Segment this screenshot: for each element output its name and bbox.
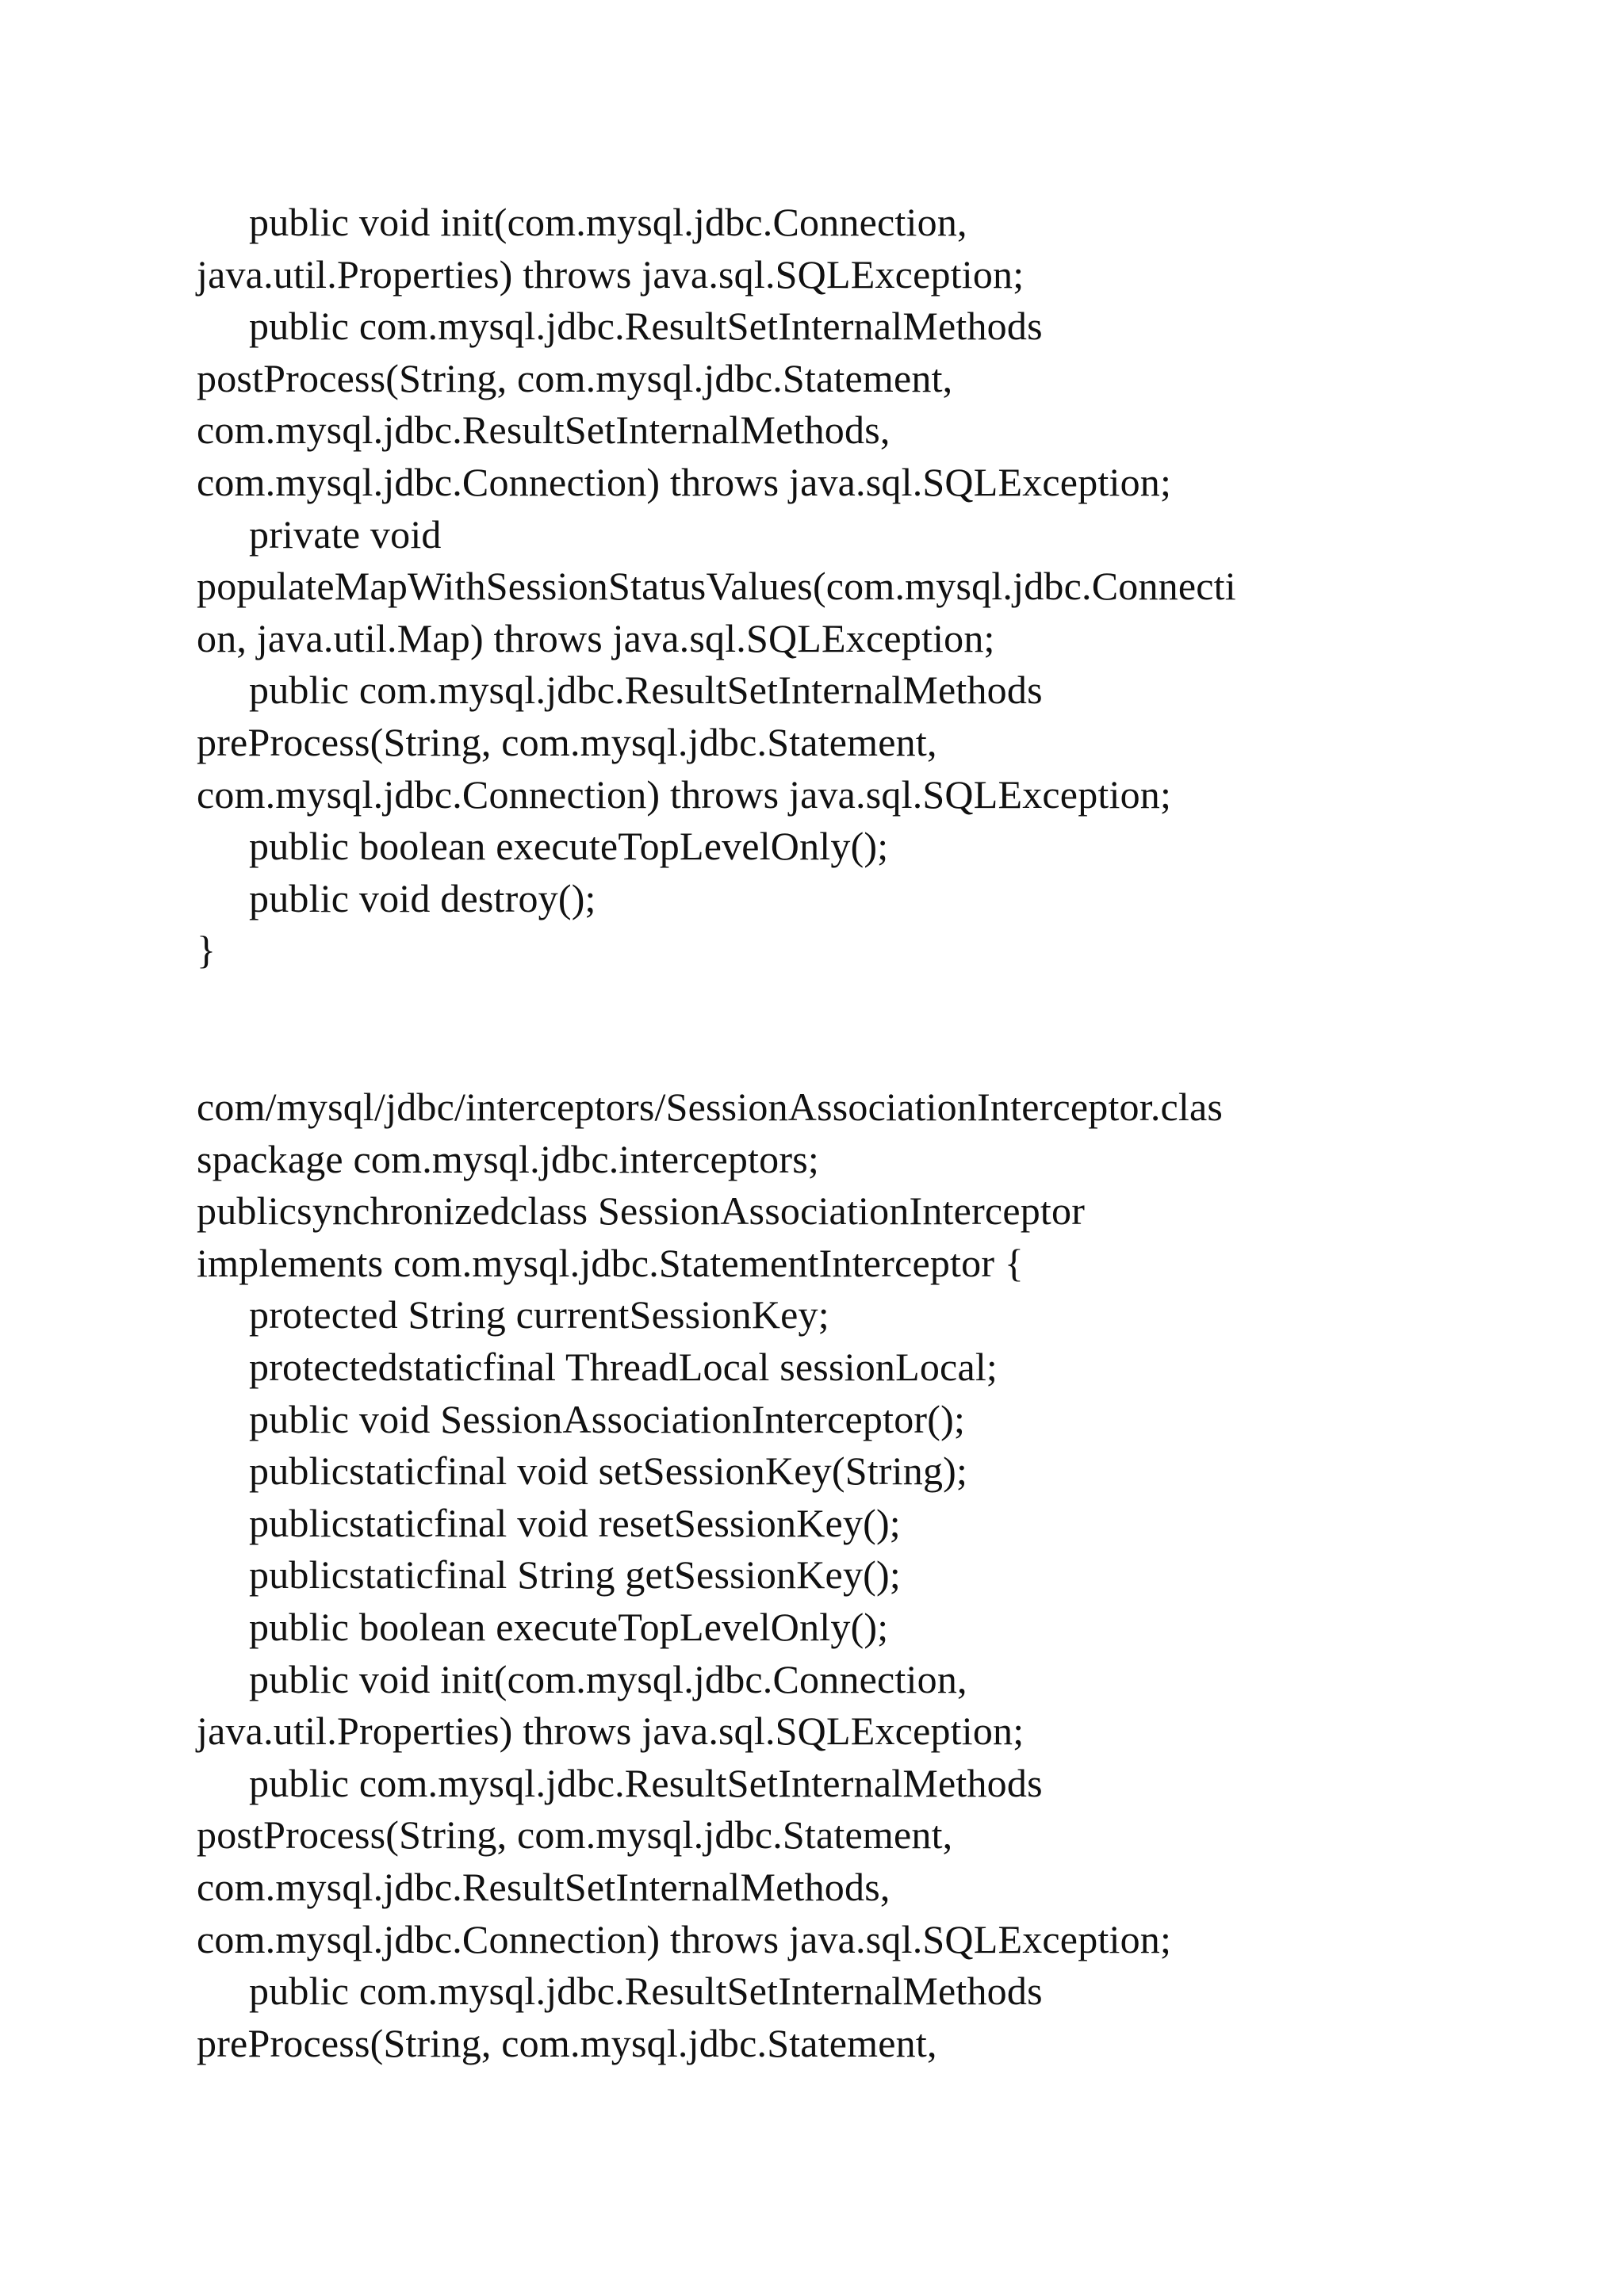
code-line: public com.mysql.jdbc.ResultSetInternalMethods xyxy=(249,1969,1043,2014)
code-line: java.util.Properties) throws java.sql.SQLException; xyxy=(197,251,1025,297)
code-line: protected String currentSessionKey; xyxy=(249,1292,829,1337)
code-line: publicstaticfinal void resetSessionKey(); xyxy=(249,1500,901,1545)
code-line: java.util.Properties) throws java.sql.SQLException; xyxy=(197,1709,1025,1754)
code-line: on, java.util.Map) throws java.sql.SQLException; xyxy=(197,615,995,660)
code-line: public com.mysql.jdbc.ResultSetInternalMethods xyxy=(249,668,1043,713)
code-line: public void SessionAssociationInterceptor(); xyxy=(249,1396,966,1441)
code-line: public void init(com.mysql.jdbc.Connection, xyxy=(249,1656,967,1701)
code-line: public com.mysql.jdbc.ResultSetInternalMethods xyxy=(249,1760,1043,1805)
code-line: publicsynchronizedclass SessionAssociationInterceptor xyxy=(197,1188,1086,1234)
code-line: preProcess(String, com.mysql.jdbc.Statement, xyxy=(197,719,937,764)
code-block-session-association-interceptor xyxy=(197,1081,1434,2069)
code-line: private void xyxy=(249,511,442,557)
code-line: publicstaticfinal String getSessionKey(); xyxy=(249,1552,901,1598)
code-line: publicstaticfinal void setSessionKey(String); xyxy=(249,1448,968,1494)
code-line: public com.mysql.jdbc.ResultSetInternalMethods xyxy=(249,304,1043,349)
code-line: com.mysql.jdbc.Connection) throws java.sql.SQLException; xyxy=(197,459,1172,504)
class-file-path: com/mysql/jdbc/interceptors/SessionAssociationInterceptor.clas xyxy=(197,1085,1224,1129)
code-line: com.mysql.jdbc.Connection) throws java.sql.SQLException; xyxy=(197,1916,1172,1961)
code-line: spackage com.mysql.jdbc.interceptors; xyxy=(197,1136,819,1181)
code-line: postProcess(String, com.mysql.jdbc.Statement, xyxy=(197,1812,953,1858)
code-line: implements com.mysql.jdbc.StatementInterceptor { xyxy=(197,1240,1025,1285)
code-line: postProcess(String, com.mysql.jdbc.Statement, xyxy=(197,355,953,400)
code-line: com.mysql.jdbc.Connection) throws java.sql.SQLException; xyxy=(197,771,1172,817)
code-line: public boolean executeTopLevelOnly(); xyxy=(249,824,889,869)
code-line: preProcess(String, com.mysql.jdbc.Statement, xyxy=(197,2020,937,2065)
code-line: com.mysql.jdbc.ResultSetInternalMethods, xyxy=(197,408,891,453)
code-line: populateMapWithSessionStatusValues(com.mysql.jdbc.Connecti xyxy=(197,564,1236,609)
code-line: protectedstaticfinal ThreadLocal sessionLocal; xyxy=(249,1344,998,1389)
code-line: com.mysql.jdbc.ResultSetInternalMethods, xyxy=(197,1864,891,1909)
closing-brace: } xyxy=(197,928,216,973)
code-line: public void init(com.mysql.jdbc.Connection, xyxy=(249,200,967,244)
code-line: public boolean executeTopLevelOnly(); xyxy=(249,1604,889,1649)
code-line: public void destroy(); xyxy=(249,875,596,920)
code-block-statement-interceptor-methods xyxy=(197,197,1434,977)
